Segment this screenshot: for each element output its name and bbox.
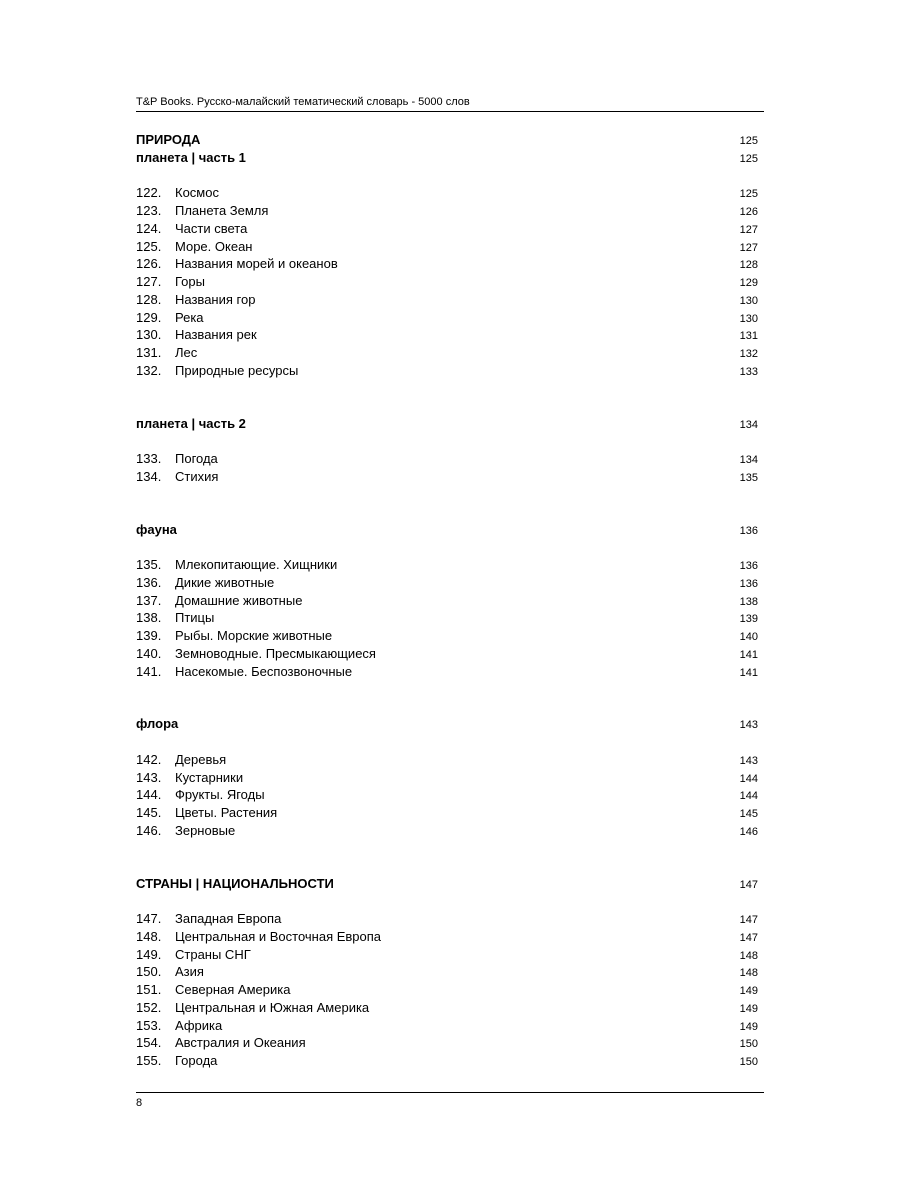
toc-heading-title: СТРАНЫ | НАЦИОНАЛЬНОСТИ: [136, 875, 334, 891]
toc-entry-page: 138: [739, 595, 758, 608]
toc-entry[interactable]: [136, 610, 758, 628]
toc-entry-number: 125.: [136, 238, 162, 254]
toc-entry-page: 139: [739, 613, 758, 626]
toc-entry-page: 129: [739, 277, 758, 289]
toc-entry-page: 149: [739, 985, 758, 997]
toc-entry[interactable]: [136, 469, 758, 487]
toc-heading-page: 125: [739, 135, 758, 147]
toc-entry[interactable]: [136, 557, 758, 575]
toc-heading-page: 136: [739, 524, 758, 537]
toc-entry-title: Дикие животные: [175, 574, 275, 590]
toc-entry-number: 141.: [136, 663, 162, 679]
toc-entry-page: 146: [739, 825, 758, 838]
toc-entry-title: Части света: [175, 220, 248, 236]
toc-entry-title: Западная Европа: [175, 911, 282, 926]
toc-entry-title: Стихия: [175, 468, 219, 484]
toc-section-fauna: [136, 522, 758, 682]
toc-entry[interactable]: [136, 345, 758, 363]
toc-entry-page: 125: [739, 188, 758, 201]
toc-entry-title: Лес: [175, 345, 198, 360]
toc-entry-number: 133.: [136, 451, 162, 466]
toc-entry-number: 138.: [136, 610, 162, 626]
toc-entry-page: 136: [739, 577, 758, 590]
toc-entry-page: 147: [739, 914, 758, 926]
toc-entry-title: Центральная и Восточная Европа: [175, 928, 382, 944]
toc-entry-number: 149.: [136, 946, 162, 962]
toc-entry[interactable]: [136, 203, 758, 221]
toc-entry-number: 126.: [136, 256, 162, 272]
table-of-contents: [136, 132, 758, 1071]
toc-entry-page: 145: [739, 808, 758, 820]
toc-entry-title: Названия гор: [175, 291, 256, 307]
toc-entry-title: Африка: [175, 1017, 223, 1033]
toc-entry-number: 155.: [136, 1053, 162, 1068]
toc-entry-page: 149: [739, 1002, 758, 1015]
toc-entry[interactable]: [136, 947, 758, 965]
toc-entry-number: 132.: [136, 362, 162, 378]
toc-entry-page: 136: [739, 560, 758, 572]
toc-entry-page: 126: [739, 206, 758, 218]
toc-subheading[interactable]: [136, 150, 758, 168]
toc-entry-title: Горы: [175, 274, 205, 289]
toc-entry-page: 149: [739, 1020, 758, 1033]
toc-entry-title: Погода: [175, 451, 218, 466]
toc-entry-title: Зерновые: [175, 822, 236, 838]
toc-entry-page: 144: [739, 772, 758, 785]
toc-entry[interactable]: [136, 1035, 758, 1053]
toc-heading-title: флора: [136, 716, 179, 732]
toc-entry-page: 127: [739, 223, 758, 236]
toc-entry-page: 130: [739, 312, 758, 325]
toc-section-nature: [136, 132, 758, 381]
toc-entry[interactable]: [136, 787, 758, 805]
toc-entry[interactable]: [136, 1053, 758, 1071]
toc-entry-title: Северная Америка: [175, 982, 291, 997]
toc-entry-title: Млекопитающие. Хищники: [175, 557, 338, 572]
toc-entry-number: 147.: [136, 911, 162, 926]
toc-entry-page: 150: [739, 1038, 758, 1051]
toc-heading[interactable]: [136, 876, 758, 894]
toc-entry[interactable]: [136, 964, 758, 982]
toc-entry-number: 135.: [136, 557, 162, 572]
toc-entry-title: Деревья: [175, 751, 227, 767]
toc-entry-title: Кустарники: [175, 769, 244, 785]
toc-entry[interactable]: [136, 274, 758, 292]
toc-entry[interactable]: [136, 646, 758, 664]
toc-entry-title: Земноводные. Пресмыкающиеся: [175, 645, 376, 661]
toc-entry[interactable]: [136, 823, 758, 841]
toc-entry-page: 133: [739, 365, 758, 378]
toc-entry[interactable]: [136, 221, 758, 239]
toc-entry-title: Природные ресурсы: [175, 362, 299, 378]
toc-entry-number: 154.: [136, 1035, 162, 1051]
toc-heading-page: 147: [739, 878, 758, 891]
toc-entry-page: 132: [739, 348, 758, 360]
toc-entry-title: Насекомые. Беспозвоночные: [175, 663, 353, 679]
toc-entry-page: 144: [739, 790, 758, 803]
toc-entry[interactable]: [136, 256, 758, 274]
toc-entry[interactable]: [136, 770, 758, 788]
toc-entry-page: 134: [739, 454, 758, 466]
toc-entry-page: 130: [739, 294, 758, 307]
toc-entry-number: 124.: [136, 220, 162, 236]
toc-entry-title: Рыбы. Морские животные: [175, 628, 333, 643]
toc-entry-number: 145.: [136, 805, 162, 820]
toc-entry[interactable]: [136, 664, 758, 682]
toc-section-countries: [136, 876, 758, 1071]
toc-entry-number: 139.: [136, 628, 162, 643]
toc-entry-page: 148: [739, 967, 758, 980]
toc-entry-page: 143: [739, 754, 758, 767]
toc-heading-title: фауна: [136, 521, 177, 537]
toc-entry[interactable]: [136, 575, 758, 593]
toc-entry-number: 153.: [136, 1017, 162, 1033]
toc-entry-number: 127.: [136, 274, 162, 289]
toc-entry[interactable]: [136, 929, 758, 947]
toc-entry-page: 147: [739, 931, 758, 944]
toc-entry-title: Страны СНГ: [175, 946, 251, 962]
toc-entry-title: Австралия и Океания: [175, 1035, 306, 1051]
toc-entry-number: 142.: [136, 751, 162, 767]
toc-entry-number: 123.: [136, 203, 162, 218]
toc-entry[interactable]: [136, 1018, 758, 1036]
toc-entry-page: 150: [739, 1056, 758, 1068]
toc-entry-page: 135: [739, 471, 758, 484]
toc-entry-title: Птицы: [175, 610, 215, 626]
toc-entry[interactable]: [136, 752, 758, 770]
toc-entry-number: 129.: [136, 309, 162, 325]
toc-entry-page: 140: [739, 631, 758, 643]
toc-entry-number: 136.: [136, 574, 162, 590]
toc-entry[interactable]: [136, 628, 758, 646]
running-header: [136, 95, 764, 112]
page-number: 8: [136, 1097, 143, 1109]
toc-entry-title: Море. Океан: [175, 238, 253, 254]
toc-section-planet-part-2: [136, 416, 758, 487]
toc-heading-title: планета | часть 1: [136, 149, 246, 165]
toc-entry-number: 150.: [136, 964, 162, 980]
toc-entry-page: 131: [739, 330, 758, 343]
toc-heading-title: планета | часть 2: [136, 415, 246, 431]
toc-entry-number: 151.: [136, 982, 162, 997]
toc-entry-title: Цветы. Растения: [175, 805, 278, 820]
toc-entry-number: 130.: [136, 327, 162, 343]
toc-entry-number: 146.: [136, 822, 162, 838]
toc-heading-page: 134: [739, 418, 758, 431]
toc-entry-page: 148: [739, 949, 758, 962]
toc-entry[interactable]: [136, 982, 758, 1000]
toc-heading-page: 143: [739, 719, 758, 732]
toc-entry-title: Названия морей и океанов: [175, 256, 338, 272]
toc-entry-title: Река: [175, 309, 204, 325]
toc-subheading[interactable]: [136, 416, 758, 434]
toc-entry[interactable]: [136, 911, 758, 929]
toc-entry[interactable]: [136, 451, 758, 469]
page-footer: [136, 1092, 764, 1110]
toc-entry-title: Домашние животные: [175, 592, 303, 608]
toc-entry[interactable]: [136, 1000, 758, 1018]
toc-subheading[interactable]: [136, 522, 758, 540]
toc-entry-title: Планета Земля: [175, 203, 269, 218]
toc-entry[interactable]: [136, 805, 758, 823]
toc-entry-title: Города: [175, 1053, 218, 1068]
toc-entry-page: 141: [739, 648, 758, 661]
toc-entry-number: 131.: [136, 345, 162, 360]
toc-entry-number: 140.: [136, 645, 162, 661]
toc-entry[interactable]: [136, 239, 758, 257]
toc-heading[interactable]: [136, 132, 758, 150]
toc-entry-number: 152.: [136, 999, 162, 1015]
toc-entry-title: Космос: [175, 185, 219, 201]
toc-entry-number: 143.: [136, 769, 162, 785]
toc-entry-title: Азия: [175, 964, 204, 980]
toc-entry[interactable]: [136, 327, 758, 345]
toc-entry[interactable]: [136, 363, 758, 381]
toc-entry-title: Фрукты. Ягоды: [175, 787, 265, 803]
toc-heading-page: 125: [739, 152, 758, 165]
toc-subheading[interactable]: [136, 716, 758, 734]
toc-entry-title: Центральная и Южная Америка: [175, 999, 370, 1015]
toc-entry-page: 128: [739, 259, 758, 272]
toc-entry-page: 141: [739, 666, 758, 679]
toc-section-flora: [136, 716, 758, 840]
toc-entry[interactable]: [136, 185, 758, 203]
toc-entry-page: 127: [739, 241, 758, 254]
toc-entry[interactable]: [136, 310, 758, 328]
toc-entry[interactable]: [136, 292, 758, 310]
toc-entry-number: 128.: [136, 291, 162, 307]
toc-entry[interactable]: [136, 593, 758, 611]
toc-entry-number: 122.: [136, 185, 162, 201]
toc-heading-title: ПРИРОДА: [136, 132, 201, 147]
toc-entry-number: 148.: [136, 928, 162, 944]
toc-entry-title: Названия рек: [175, 327, 257, 343]
toc-entry-number: 144.: [136, 787, 162, 803]
toc-entry-number: 137.: [136, 592, 162, 608]
book-title: T&P Books. Русско-малайский тематический словарь - 5000 слов: [136, 96, 470, 108]
toc-entry-number: 134.: [136, 468, 162, 484]
